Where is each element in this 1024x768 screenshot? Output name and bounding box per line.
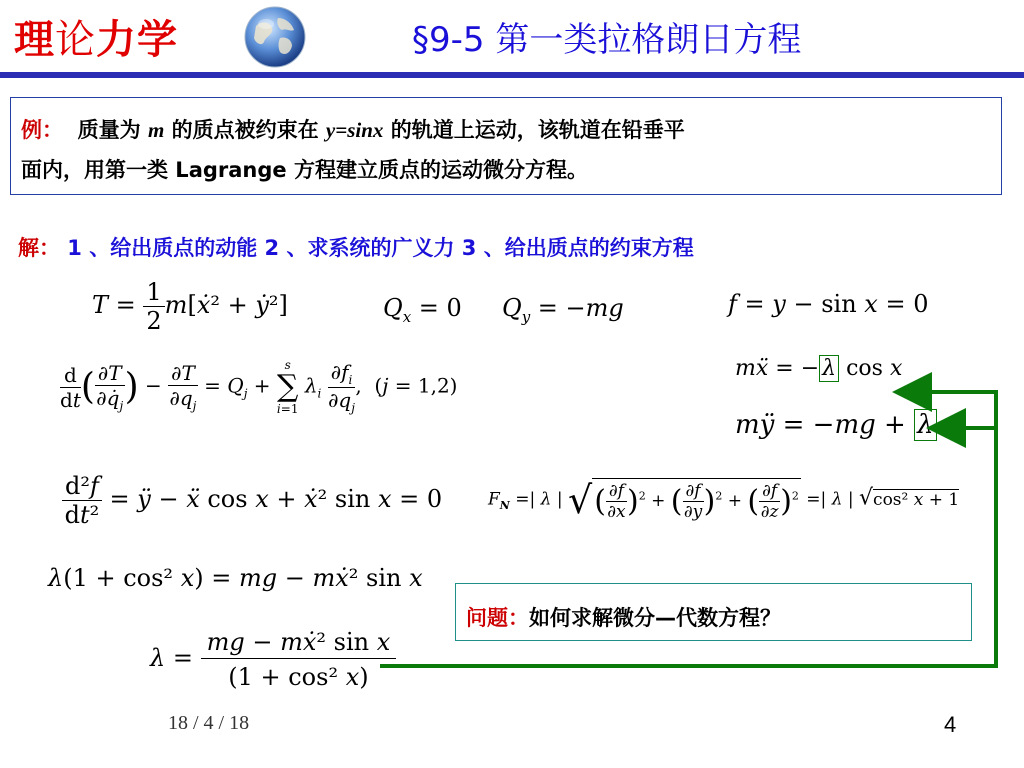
solution-steps bbox=[18, 232, 694, 262]
slide-title: §9-5 第一类拉格朗日方程 bbox=[412, 20, 802, 60]
globe-icon bbox=[242, 4, 308, 70]
solution-label: 解： bbox=[18, 236, 60, 260]
lambda-highlight-x: λ bbox=[819, 355, 839, 382]
step-2: 2 、求系统的广义力 bbox=[257, 236, 462, 260]
question-box bbox=[455, 583, 972, 641]
lagrange-equation: $\frac{d}{dt}$ ( $\frac{\partial T}{\partial q̇_j}$ ) − $\frac{\partial T}{\partial q_j}$ = $Q_j$ + s ∑ i=1 $\lambda_i$ $\frac{\partial f_i}{\partial q_j}$ , (j = 1,2) bbox=[60, 358, 458, 416]
question-label: 问题： bbox=[466, 606, 529, 630]
page-number: 4 bbox=[944, 712, 957, 737]
title-underline-bar bbox=[0, 72, 1024, 78]
example-label: 例： bbox=[21, 118, 63, 142]
normal-force-eq: $F_N$ =| λ | √( $\frac{\partial f}{\partial x}$ )$^2$ + ( $\frac{\partial f}{\partial y}$ )$^2$ + ( $\frac{\partial f}{\partial z}$ )$^2$ =| λ | √cos² x + 1 bbox=[488, 478, 960, 522]
generalized-force-y: $Q_y = -mg$ bbox=[502, 294, 624, 326]
constraint-second-derivative: $\frac{\text{d²f}}{\text{dt²}}$ = ÿ − ẍ cos x + ẋ² sin x = 0 bbox=[62, 472, 442, 529]
course-brand: 理论力学 bbox=[14, 17, 178, 63]
lambda-highlight-y: λ bbox=[914, 409, 936, 441]
eq-motion-y: mÿ = −mg + λ bbox=[735, 410, 937, 440]
generalized-force-x: $Q_x = 0$ bbox=[383, 294, 462, 326]
step-3: 3 、给出质点的约束方程 bbox=[461, 236, 694, 260]
constraint-equation: f = y − sin x = 0 bbox=[728, 290, 929, 318]
example-line-1: 例： 质量为 m 的质点被约束在 y=sinx 的轨道上运动，该轨道在铅垂平 bbox=[21, 118, 685, 142]
slide-date: 18 / 4 / 18 bbox=[168, 712, 250, 734]
step-1: 1 、给出质点的动能 bbox=[60, 236, 258, 260]
eq-motion-x: mẍ = − λ cos x bbox=[735, 356, 903, 381]
lambda-solution-eq: λ = $\frac{\text{mg − mẋ² sin x}}{\text{(1 + cos² x)}}$ bbox=[150, 628, 396, 691]
kinetic-energy-eq: T = $\frac{1}{2}$ m[ẋ² + ẏ²] bbox=[92, 278, 288, 335]
lambda-relation-eq: λ(1 + cos² x) = mg − mẋ² sin x bbox=[48, 564, 423, 592]
question-text: 如何求解微分—代数方程？ bbox=[529, 606, 781, 630]
example-line-2: 面内，用第一类 Lagrange 方程建立质点的运动微分方程。 bbox=[21, 158, 588, 182]
example-box bbox=[10, 97, 1002, 195]
